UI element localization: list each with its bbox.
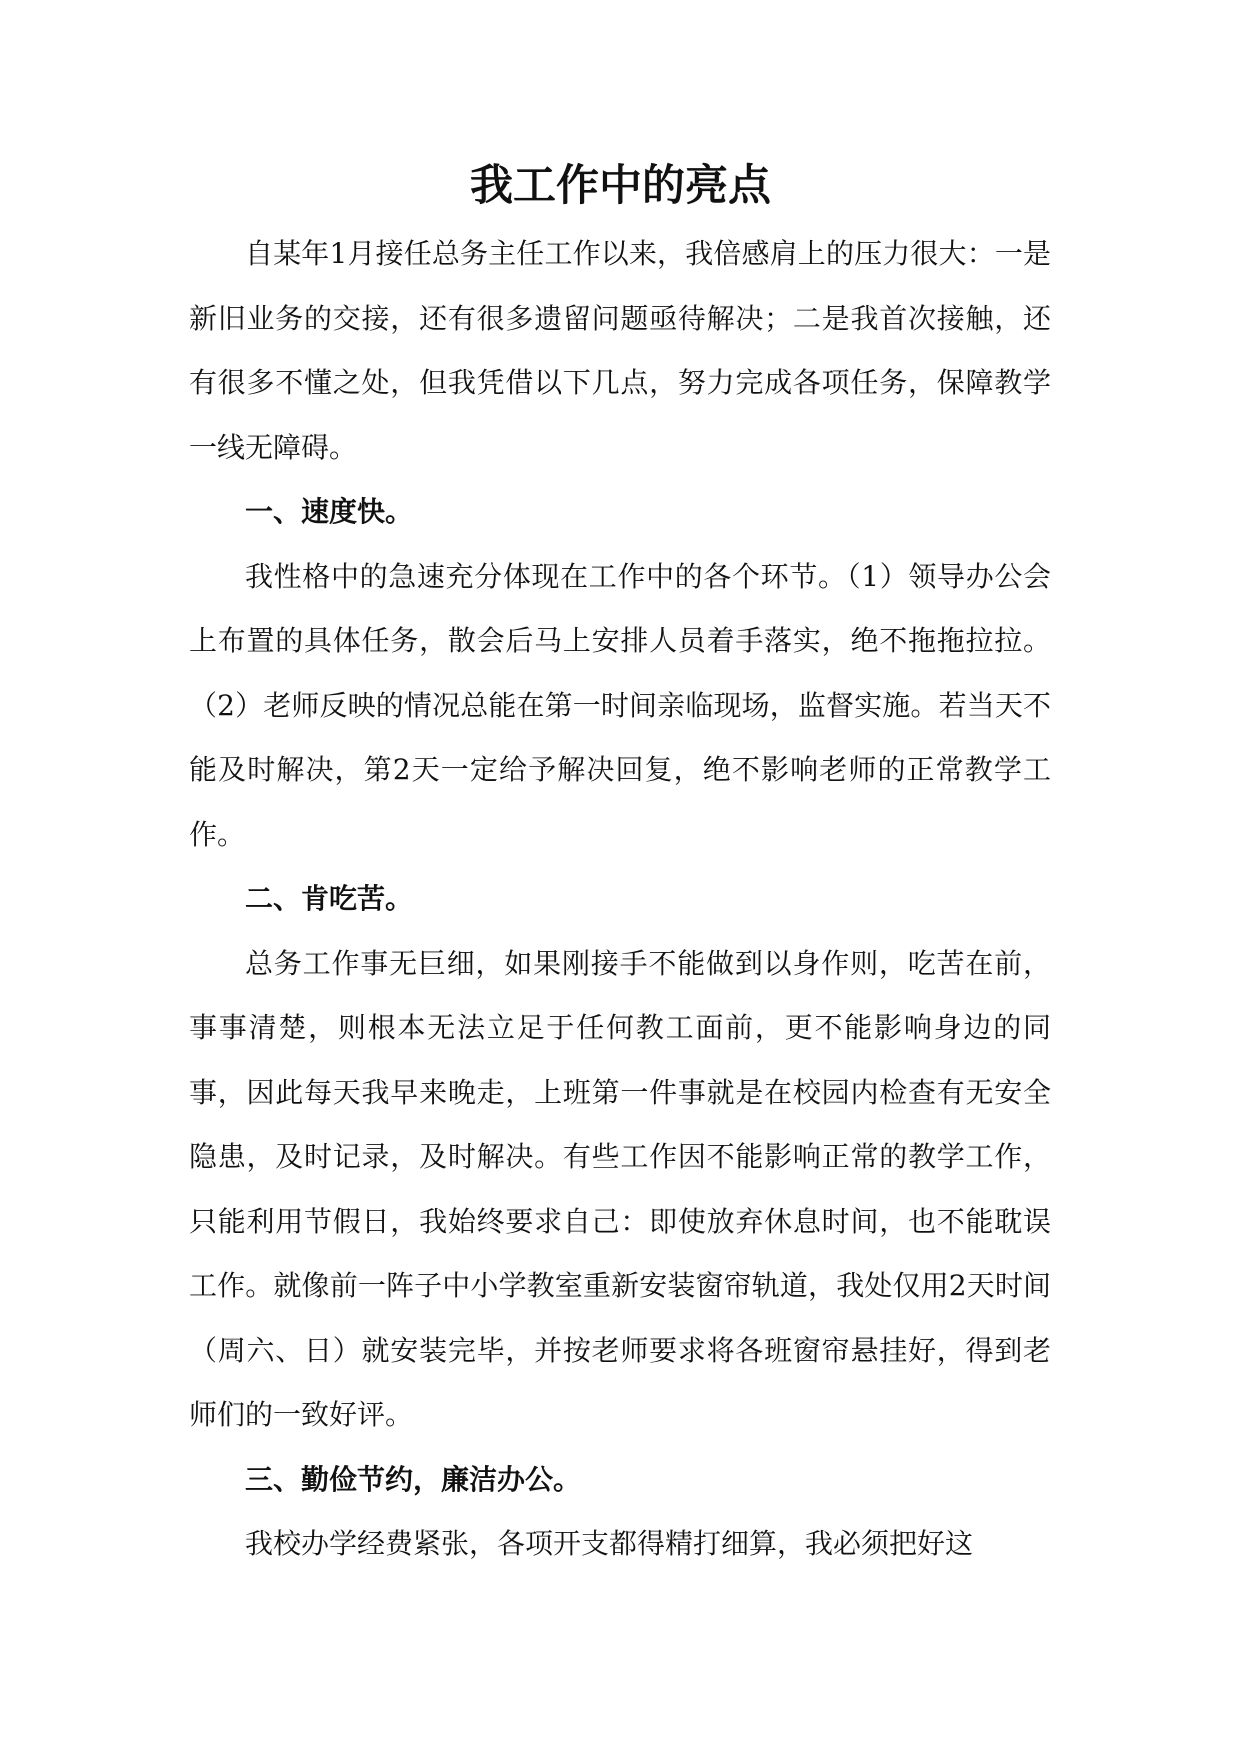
document-title: 我工作中的亮点 [470,161,771,211]
section-paragraph-frugality: 我校办学经费紧张，各项开支都得精打细算，我必须把好这 [245,1527,974,1560]
section-paragraph-speed: 我性格中的急速充分体现在工作中的各个环节。（1）领导办公会上布置的具体任务，散会后马上安排人员着手落实，绝不拖拖拉拉。（2）老师反映的情况总能在第一时间亲临现场，监督实施。若当天不能及时解决，第2天一定给予解决回复，绝不影响老师的正常教学工作。 [189,559,1051,851]
section-heading-frugality: 三、勤俭节约，廉洁办公。 [245,1462,582,1496]
section-paragraph-hardwork: 总务工作事无巨细，如果刚接手不能做到以身作则，吃苦在前，事事清楚，则根本无法立足于任何教工面前，更不能影响身边的同事，因此每天我早来晚走，上班第一件事就是在校园内检查有无安全隐患，及时记录，及时解决。有些工作因不能影响正常的教学工作，只能利用节假日，我始终要求自己：即使放弃休息时间，也不能耽误工作。就像前一阵子中小学教室重新安装窗帘轨道，我处仅用2天时间（周六、日）就安装完毕，并按老师要求将各班窗帘悬挂好，得到老师们的一致好评。 [189,946,1051,1431]
section-heading-speed: 一、速度快。 [245,495,414,528]
section-heading-hardwork: 二、肯吃苦。 [245,882,414,915]
intro-paragraph: 自某年1月接任总务主任工作以来，我倍感肩上的压力很大：一是新旧业务的交接，还有很多遗留问题亟待解决；二是我首次接触，还有很多不懂之处，但我凭借以下几点，努力完成各项任务，保障教学一线无障碍。 [189,237,1051,464]
document-body [189,222,1051,1577]
